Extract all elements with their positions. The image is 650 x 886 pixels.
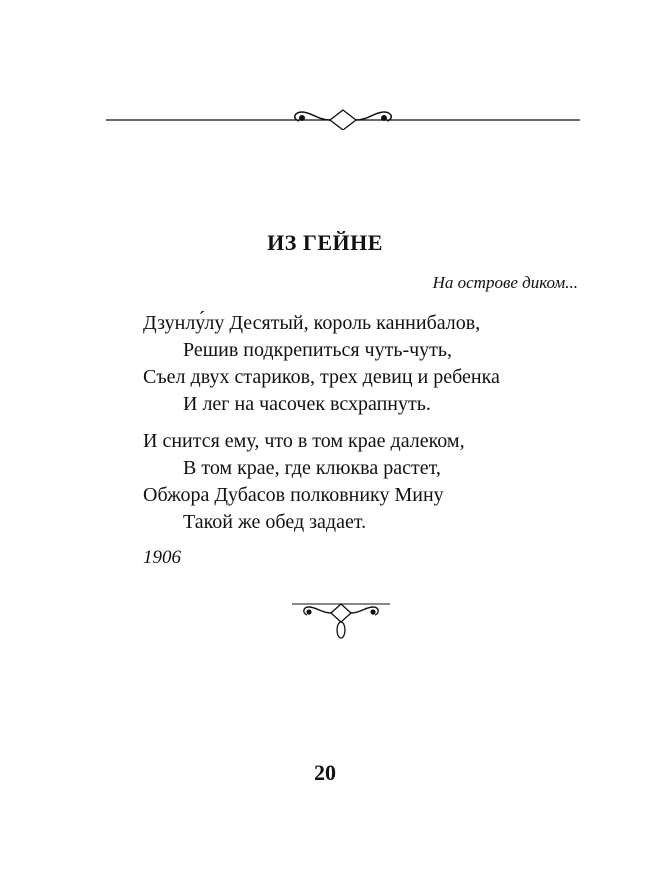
stanza <box>143 310 500 418</box>
poem-title: ИЗ ГЕЙНЕ <box>267 230 383 255</box>
page-number: 20 <box>314 760 336 785</box>
poem-line: Такой же обед задает. <box>183 511 367 533</box>
poem-line: Решив подкрепиться чуть-чуть, <box>183 339 453 361</box>
poem-epigraph: На острове диком... <box>432 273 578 292</box>
stanza <box>143 428 465 536</box>
poem-line: И лег на часочек всхрапнуть. <box>183 393 431 415</box>
poem-date: 1906 <box>143 547 181 568</box>
flourish-tailpiece-icon <box>292 596 390 640</box>
poem-line: И снится ему, что в том крае далеком, <box>143 430 465 452</box>
poem-line: Дзунлу́лу Десятый, король каннибалов, <box>143 312 481 334</box>
poem-line: Съел двух стариков, трех девиц и ребенка <box>143 366 500 388</box>
poem-line: Обжора Дубасов полковнику Мину <box>143 484 444 506</box>
flourish-divider-icon <box>106 100 580 130</box>
poem-line: В том крае, где клюква растет, <box>183 457 441 479</box>
